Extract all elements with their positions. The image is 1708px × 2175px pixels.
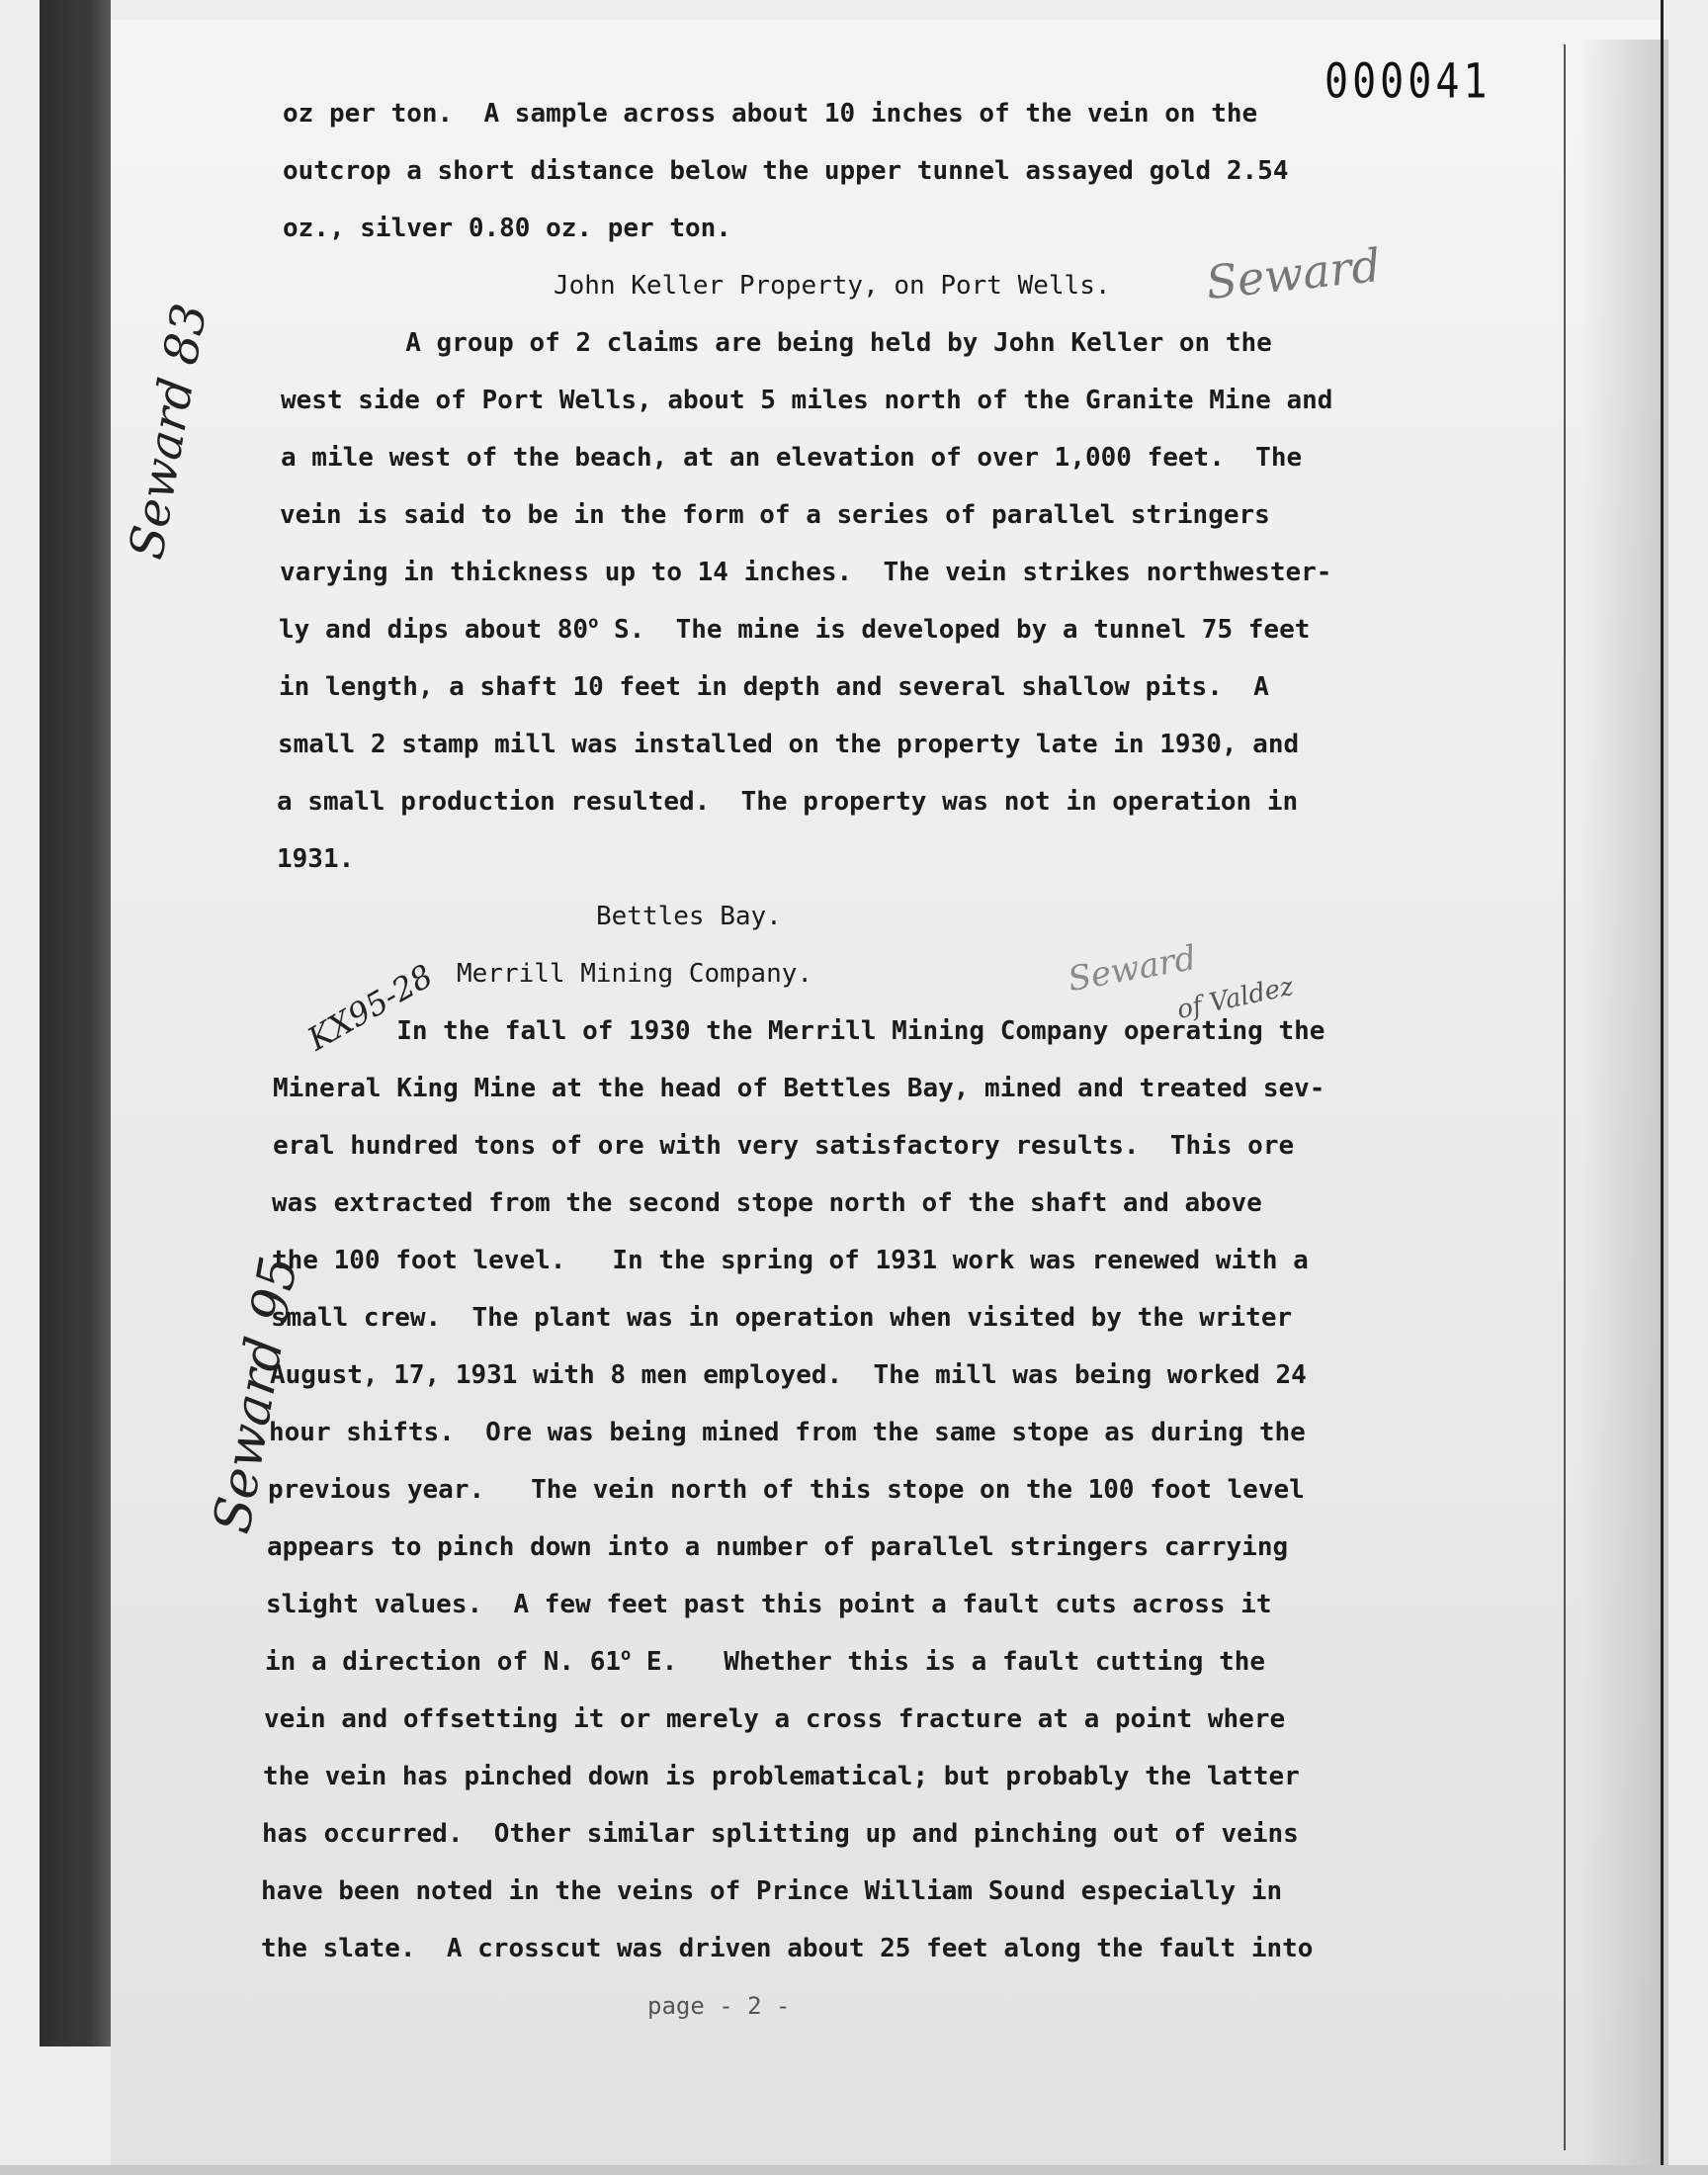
text-line: A group of 2 claims are being held by John Keller on the xyxy=(282,328,1272,358)
text-line: hour shifts. Ore was being mined from the same stope as during the xyxy=(269,1418,1306,1447)
text-line: west side of Port Wells, about 5 miles north of the Granite Mine and xyxy=(281,386,1333,415)
section-heading: Merrill Mining Company. xyxy=(457,959,813,989)
section-heading: Bettles Bay. xyxy=(596,902,782,931)
text-line: August, 17, 1931 with 8 men employed. The mill was being worked 24 xyxy=(270,1360,1307,1390)
handwritten-note: of Valdez xyxy=(1174,971,1297,1026)
text-line xyxy=(265,1647,1265,1677)
handwritten-note: Seward 83 xyxy=(119,299,218,564)
handwritten-note: Seward 95 xyxy=(203,1252,310,1538)
handwritten-note: Seward xyxy=(1065,937,1200,1000)
text-line: the vein has pinched down is problematical; but probably the latter xyxy=(263,1762,1300,1791)
handwritten-note: Seward xyxy=(1203,237,1384,310)
text-segment: in a direction of N. 61 xyxy=(265,1647,622,1677)
handwritten-note: KX95-28 xyxy=(300,956,440,1059)
text-line: have been noted in the veins of Prince William Sound especially in xyxy=(261,1876,1283,1906)
scan-shadow xyxy=(1580,40,1668,2175)
text-line: 1931. xyxy=(277,844,355,874)
text-line: small crew. The plant was in operation when visited by the writer xyxy=(271,1303,1293,1333)
text-line: In the fall of 1930 the Merrill Mining Company operating the xyxy=(273,1016,1325,1046)
page-footer: page - 2 - xyxy=(647,1992,791,2020)
text-line: Mineral King Mine at the head of Bettles Bay, mined and treated sev- xyxy=(273,1074,1325,1103)
text-segment: E. Whether this is a fault cutting the xyxy=(631,1647,1266,1677)
text-line: small 2 stamp mill was installed on the property late in 1930, and xyxy=(278,730,1300,759)
scan-margin xyxy=(40,0,111,2046)
text-line: varying in thickness up to 14 inches. The vein strikes northwester- xyxy=(280,558,1332,587)
paper-edge xyxy=(1564,44,1566,2150)
scan-edge xyxy=(1661,0,1664,2175)
text-segment: ly and dips about 80 xyxy=(279,615,589,645)
text-line: in length, a shaft 10 feet in depth and several shallow pits. A xyxy=(279,672,1269,702)
document-number: 000041 xyxy=(1324,54,1492,110)
scan-bottom-edge xyxy=(0,2165,1708,2175)
text-line: a mile west of the beach, at an elevation of over 1,000 feet. The xyxy=(281,443,1303,473)
text-line: oz per ton. A sample across about 10 inches of the vein on the xyxy=(283,99,1258,129)
text-line: slight values. A few feet past this point a fault cuts across it xyxy=(266,1590,1272,1619)
text-line: outcrop a short distance below the upper tunnel assayed gold 2.54 xyxy=(283,156,1289,186)
degree-mark: o xyxy=(588,613,599,633)
section-heading: John Keller Property, on Port Wells. xyxy=(554,271,1111,301)
text-line: was extracted from the second stope north of the shaft and above xyxy=(272,1188,1262,1218)
text-line: previous year. The vein north of this stope on the 100 foot level xyxy=(268,1475,1305,1505)
text-line: the 100 foot level. In the spring of 1931 work was renewed with a xyxy=(272,1246,1309,1275)
text-line: has occurred. Other similar splitting up and pinching out of veins xyxy=(262,1819,1299,1849)
text-line: vein and offsetting it or merely a cross fracture at a point where xyxy=(264,1704,1286,1734)
text-line: the slate. A crosscut was driven about 25 feet along the fault into xyxy=(261,1934,1314,1963)
text-line: a small production resulted. The property was not in operation in xyxy=(277,787,1299,817)
degree-mark: o xyxy=(621,1645,632,1665)
text-line: eral hundred tons of ore with very satisfactory results. This ore xyxy=(273,1131,1295,1161)
text-segment: S. The mine is developed by a tunnel 75 feet xyxy=(598,615,1311,645)
text-line: appears to pinch down into a number of parallel stringers carrying xyxy=(267,1532,1289,1562)
text-line: oz., silver 0.80 oz. per ton. xyxy=(283,214,731,243)
text-line xyxy=(279,615,1310,645)
text-line: vein is said to be in the form of a series of parallel stringers xyxy=(280,500,1270,530)
